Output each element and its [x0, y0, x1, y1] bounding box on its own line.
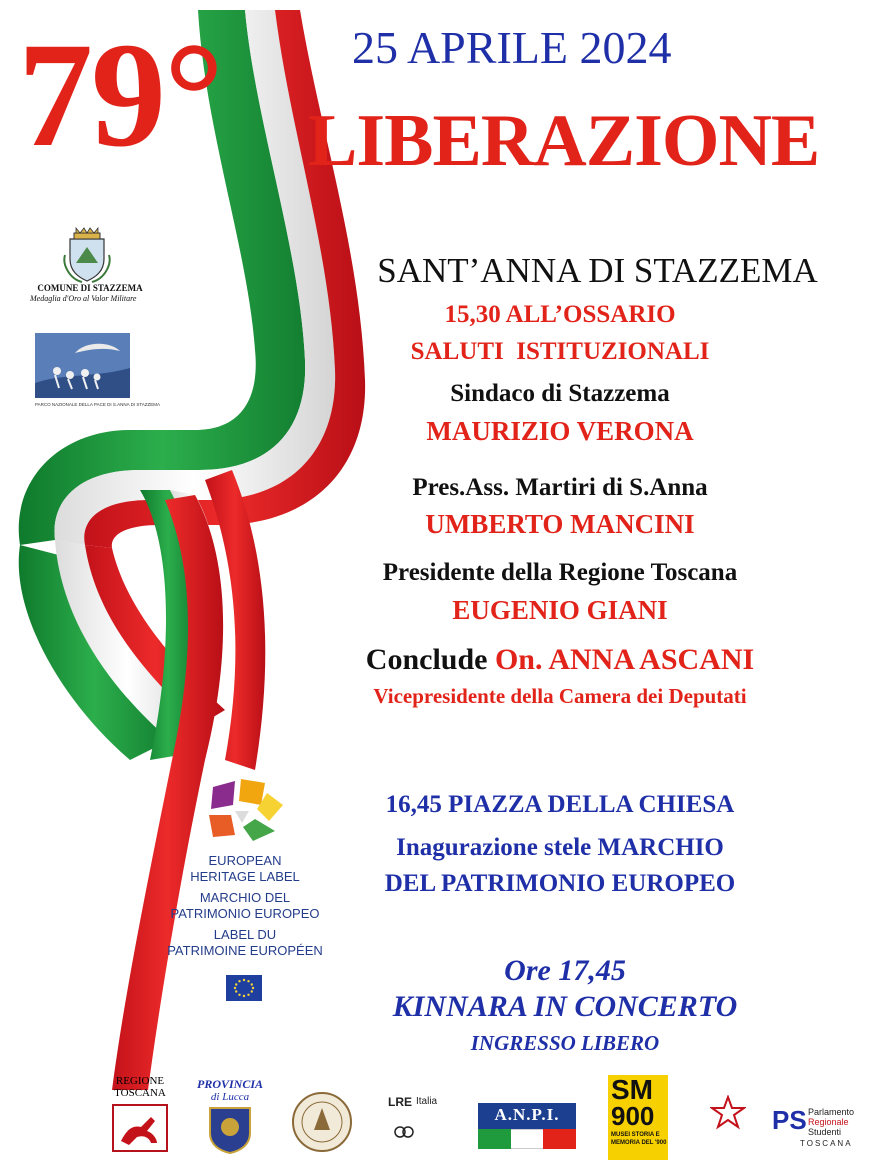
program-name2: UMBERTO MANCINI	[425, 509, 695, 539]
eu-flag-icon	[226, 975, 262, 1001]
sponsor-istituto-resistenza	[700, 1095, 760, 1155]
heritage-line1: EUROPEAN	[208, 853, 282, 868]
heritage-line4: PATRIMONIO EUROPEO	[170, 906, 320, 921]
prs-line3: Studenti	[808, 1127, 842, 1137]
program-role3: Presidente della Regione Toscana	[382, 559, 738, 586]
parco-caption: PARCO NAZIONALE DELLA PACE DI S.ANNA DI STAZZEMA	[35, 402, 161, 407]
regione-line1: REGIONE	[115, 1075, 165, 1087]
program-place: SANT’ANNA DI STAZZEMA	[377, 251, 818, 290]
program-event2-line2: DEL PATRIMONIO EUROPEO	[384, 870, 736, 897]
martiri-seal-icon	[290, 1090, 354, 1154]
anniversary-number: 79°	[18, 12, 222, 178]
event-date: 25 APRILE 2024	[352, 22, 672, 73]
peace-park-icon	[35, 333, 130, 398]
sponsor-parlamento-studenti	[772, 1105, 872, 1155]
sm900-line1: SM	[611, 1074, 653, 1105]
program-name1: MAURIZIO VERONA	[426, 416, 694, 446]
provincia-shield-icon	[207, 1105, 253, 1155]
program-name4: On. ANNA ASCANI	[494, 643, 755, 676]
anpi-flag-white	[511, 1129, 543, 1149]
program-entry: INGRESSO LIBERO	[470, 1031, 660, 1055]
program-conclude-label: Conclude	[365, 643, 488, 676]
program-concert: KINNARA IN CONCERTO	[392, 990, 738, 1023]
program-greetings: SALUTI ISTITUZIONALI	[410, 338, 710, 365]
sponsor-regione-toscana	[105, 1075, 175, 1155]
prs-line4: TOSCANA	[800, 1139, 853, 1148]
program-time3: Ore 17,45	[504, 954, 626, 987]
program-conclude-line	[300, 642, 820, 678]
sponsor-anpi	[478, 1103, 578, 1153]
prs-logo-mark: PS	[772, 1105, 807, 1135]
program-event2-line1: Inagurazione stele MARCHIO	[396, 834, 724, 861]
lre-italia: Italia	[416, 1096, 438, 1107]
heritage-line6: PATRIMOINE EUROPÉEN	[167, 943, 323, 958]
prs-line1: Parlamento	[808, 1107, 855, 1117]
pegasus-icon	[111, 1103, 169, 1153]
program-name3: EUGENIO GIANI	[452, 595, 668, 625]
anpi-flag-green	[478, 1129, 511, 1149]
lre-logo-text: LRE	[388, 1095, 412, 1109]
comune-logo	[30, 225, 150, 305]
program-role4: Vicepresidente della Camera dei Deputati	[373, 684, 747, 708]
sponsor-provincia-lucca	[195, 1077, 265, 1157]
sponsor-sm900	[608, 1075, 668, 1160]
program-time1: 15,30 ALL’OSSARIO	[444, 301, 676, 328]
comune-name: COMUNE DI STAZZEMA	[37, 283, 143, 293]
sm900-caption: MUSEI STORIA E MEMORIA DEL '900	[611, 1132, 667, 1146]
anpi-text: A.N.P.I.	[494, 1105, 560, 1124]
prs-line2: Regionale	[808, 1117, 849, 1127]
parco-logo	[35, 333, 161, 413]
comune-motto: Medaglia d'Oro al Valor Militare	[30, 294, 137, 303]
heritage-line5: LABEL DU	[213, 927, 277, 942]
red-star-icon	[710, 1095, 746, 1131]
sponsor-lre-italia	[388, 1095, 458, 1155]
sm900-line2: 900	[611, 1101, 655, 1131]
provincia-line1: PROVINCIA	[196, 1077, 264, 1091]
sponsor-martiri-sant-anna	[290, 1090, 360, 1160]
regione-line2: TOSCANA	[114, 1087, 166, 1099]
provincia-line2: di Lucca	[210, 1091, 250, 1103]
program-time2: 16,45 PIAZZA DELLA CHIESA	[385, 791, 735, 818]
coat-of-arms-icon	[62, 225, 112, 283]
event-title: LIBERAZIONE	[308, 100, 820, 182]
program-role1: Sindaco di Stazzema	[450, 380, 670, 407]
heritage-star-icon	[205, 775, 285, 845]
lre-mark-icon	[394, 1125, 414, 1139]
program-role2: Pres.Ass. Martiri di S.Anna	[412, 474, 708, 501]
heritage-line3: MARCHIO DEL	[199, 890, 291, 905]
anpi-flag-red	[543, 1129, 576, 1149]
european-heritage-logo	[150, 775, 340, 1005]
heritage-line2: HERITAGE LABEL	[190, 869, 300, 884]
